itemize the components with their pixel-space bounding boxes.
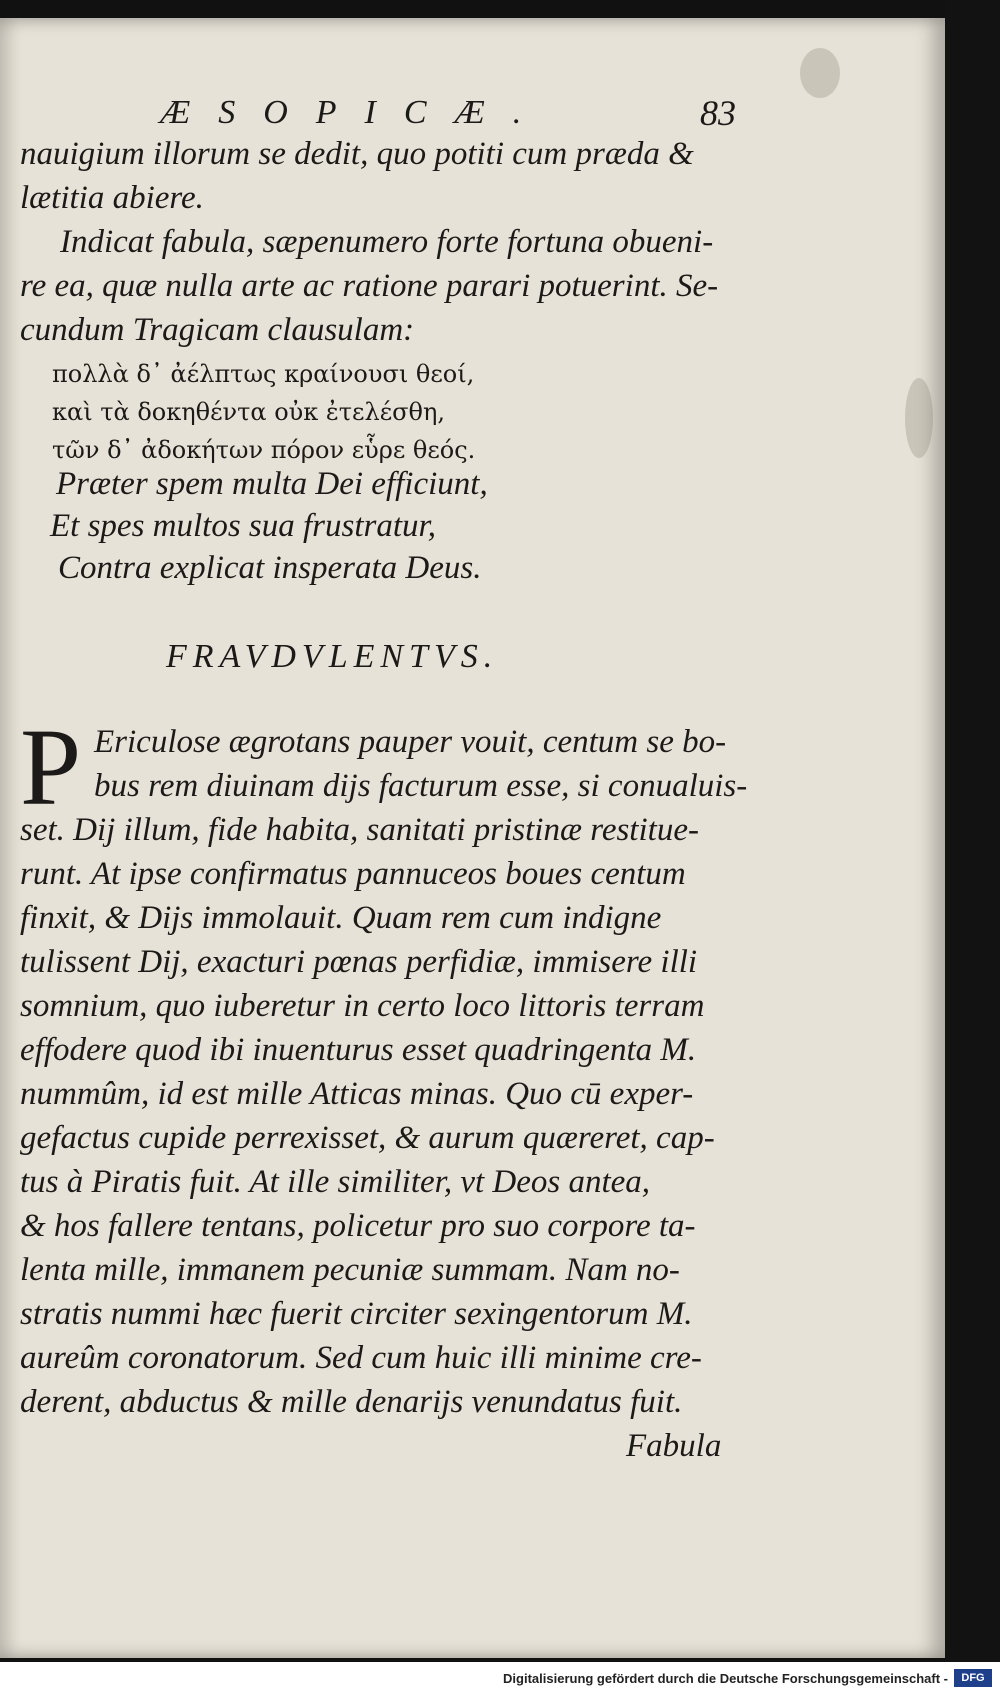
text-line: derent, abductus & mille denarijs venundatus fuit. (20, 1384, 683, 1420)
text-line: lenta mille, immanem pecuniæ summam. Nam no- (20, 1252, 680, 1288)
catchword: Fabula (626, 1428, 722, 1464)
footer-credit: Digitalisierung gefördert durch die Deutsche Forschungsgemeinschaft - (503, 1671, 948, 1686)
greek-verse: πολλὰ δ᾽ ἀέλπτως κραίνουσι θεοί, (52, 360, 475, 388)
text-line: nummûm, id est mille Atticas minas. Quo cū exper- (20, 1076, 694, 1112)
text-line: stratis nummi hæc fuerit circiter sexingentorum M. (20, 1296, 693, 1332)
text-line: tulissent Dij, exacturi pœnas perfidiæ, immisere illi (20, 944, 698, 980)
greek-verse: τῶν δ᾽ ἀδοκήτων πόρον εὗρε θεός. (52, 436, 476, 464)
text-line: re ea, quæ nulla arte ac ratione parari potuerint. Se- (20, 268, 719, 304)
text-line: aureûm coronatorum. Sed cum huic illi minime cre- (20, 1340, 702, 1376)
text-line: & hos fallere tentans, policetur pro suo corpore ta- (20, 1208, 696, 1244)
digitization-footer (0, 1662, 1000, 1697)
page-stain (905, 378, 933, 458)
book-gutter (945, 0, 1000, 1662)
text-line: cundum Tragicam clausulam: (20, 312, 415, 348)
latin-verse: Et spes multos sua frustratur, (50, 508, 436, 544)
page-stain (800, 48, 840, 98)
text-line: tus à Piratis fuit. At ille similiter, vt Deos antea, (20, 1164, 651, 1200)
text-line: nauigium illorum se dedit, quo potiti cum præda & (20, 136, 694, 172)
text-line: somnium, quo iuberetur in certo loco littoris terram (20, 988, 705, 1024)
text-line: effodere quod ibi inuenturus esset quadringenta M. (20, 1032, 697, 1068)
text-line: finxit, & Dijs immolauit. Quam rem cum indigne (20, 900, 662, 936)
dfg-logo-icon: DFG (954, 1669, 992, 1687)
text-line: runt. At ipse confirmatus pannuceos boues centum (20, 856, 686, 892)
fable-title: FRAVDVLENTVS. (166, 638, 499, 675)
running-title: ÆSOPICÆ. (160, 94, 550, 131)
page-number: 83 (700, 93, 736, 133)
text-line: set. Dij illum, fide habita, sanitati pristinæ restitue- (20, 812, 699, 848)
text-line: gefactus cupide perrexisset, & aurum quæreret, cap- (20, 1120, 715, 1156)
text-line: Ericulose ægrotans pauper vouit, centum se bo- (94, 724, 727, 760)
latin-verse: Contra explicat insperata Deus. (58, 550, 482, 586)
text-line: Indicat fabula, sæpenumero forte fortuna obueni- (60, 224, 714, 260)
latin-verse: Præter spem multa Dei efficiunt, (56, 466, 488, 502)
text-line: lætitia abiere. (20, 180, 204, 216)
drop-cap: P (20, 706, 82, 828)
text-line: bus rem diuinam dijs facturum esse, si conualuis- (94, 768, 748, 804)
greek-verse: καὶ τὰ δοκηθέντα οὐκ ἐτελέσθη, (52, 398, 445, 426)
